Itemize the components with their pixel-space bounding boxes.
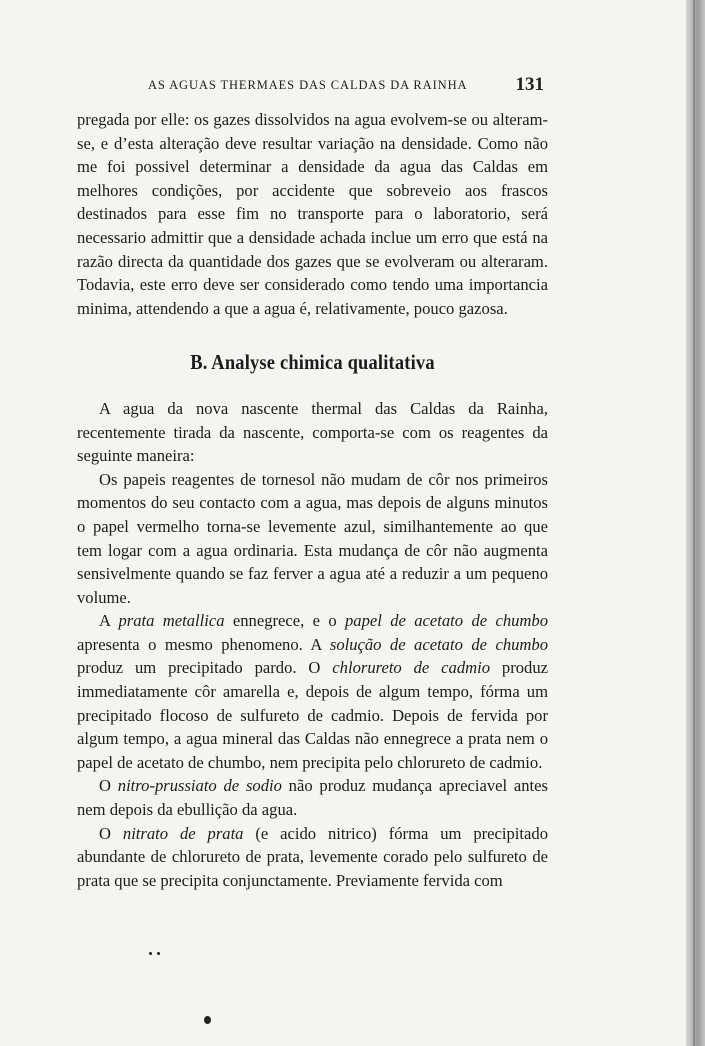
reagent-name: nitro-prussiato de sodio: [117, 776, 282, 796]
page-body: [77, 108, 548, 892]
text-run: produz um precipitado pardo. O: [77, 658, 333, 678]
reagent-name: solução de acetato de chumbo: [329, 634, 548, 654]
text-run: apresenta o mesmo phenomeno. A: [77, 634, 330, 654]
running-title: AS AGUAS THERMAES DAS CALDAS DA RAINHA: [148, 78, 468, 92]
paragraph-intro: A agua da nova nascente thermal das Caldas da Rainha, recentemente tirada da nascente, comporta-se com os reagentes da seguinte maneira:: [77, 398, 548, 466]
text-run: O: [99, 776, 118, 796]
reagent-name: papel de acetato de chumbo: [345, 611, 548, 631]
paragraph-silver-nitrate: [77, 822, 548, 893]
paragraph-litmus-papers: Os papeis reagentes de tornesol não mudam de côr nos primeiros momentos do seu contacto com a agua, mas depois de alguns minutos o papel vermelho torna-se levemente azul, similhantemente ao que tem logar com a agua ordinaria. Esta mudança de côr não augmenta sensivelmente quando se faz ferver a agua até a reduzir a um pequeno volume.: [77, 469, 548, 607]
ink-speck: [204, 1016, 211, 1024]
page-number: 131: [515, 74, 544, 95]
reagent-name: prata metallica: [118, 611, 225, 631]
reagent-name: chlorureto de cadmio: [332, 658, 491, 678]
text-run: A: [99, 611, 119, 631]
text-run: (e acido nitrico) fórma um precipitado abundante de chlorureto de prata, levemente corado pelo sulfureto de prata que se precipita conjunctamente. Previamente fervida com: [77, 823, 548, 890]
paragraph-nitroprusside: [77, 774, 548, 821]
ink-speck: [149, 952, 152, 955]
text-run: O: [99, 823, 123, 843]
text-run: não produz mudança apreciavel antes nem depois da ebullição da agua.: [77, 776, 548, 820]
paragraph-silver-lead-cadmium: [77, 609, 548, 774]
page-header: [140, 74, 550, 96]
page-edge: [686, 0, 705, 1046]
text-run: ennegrece, e o: [224, 611, 345, 631]
text-run: produz immediatamente côr amarella e, depois de algum tempo, fórma um precipitado flocoso de sulfureto de cadmio. Depois de fervida por algum tempo, a agua mineral das Caldas não ennegrece a prata nem o papel de acetato de chumbo, nem precipita pelo chlorureto de cadmio.: [77, 658, 549, 772]
section-heading: B. Analyse chimica qualitativa: [190, 350, 435, 375]
reagent-name: nitrato de prata: [122, 823, 244, 843]
ink-speck: [157, 952, 160, 955]
paragraph-density-note: pregada por elle: os gazes dissolvidos na agua evolvem-se ou alteram-se, e d’esta alteração deve resultar variação na densidade. Como não me foi possivel determinar a densidade da agua das Caldas em melhores condições, por accidente que sobreveio aos frascos destinados para esse fim no transporte para o laboratorio, será necessario admittir que a densidade achada inclue um erro que está na razão directa da quantidade dos gazes que se evolveram ou alteraram. Todavia, este erro deve ser considerado como tendo uma importancia minima, attendendo a que a agua é, relativamente, pouco gazosa.: [77, 110, 548, 318]
